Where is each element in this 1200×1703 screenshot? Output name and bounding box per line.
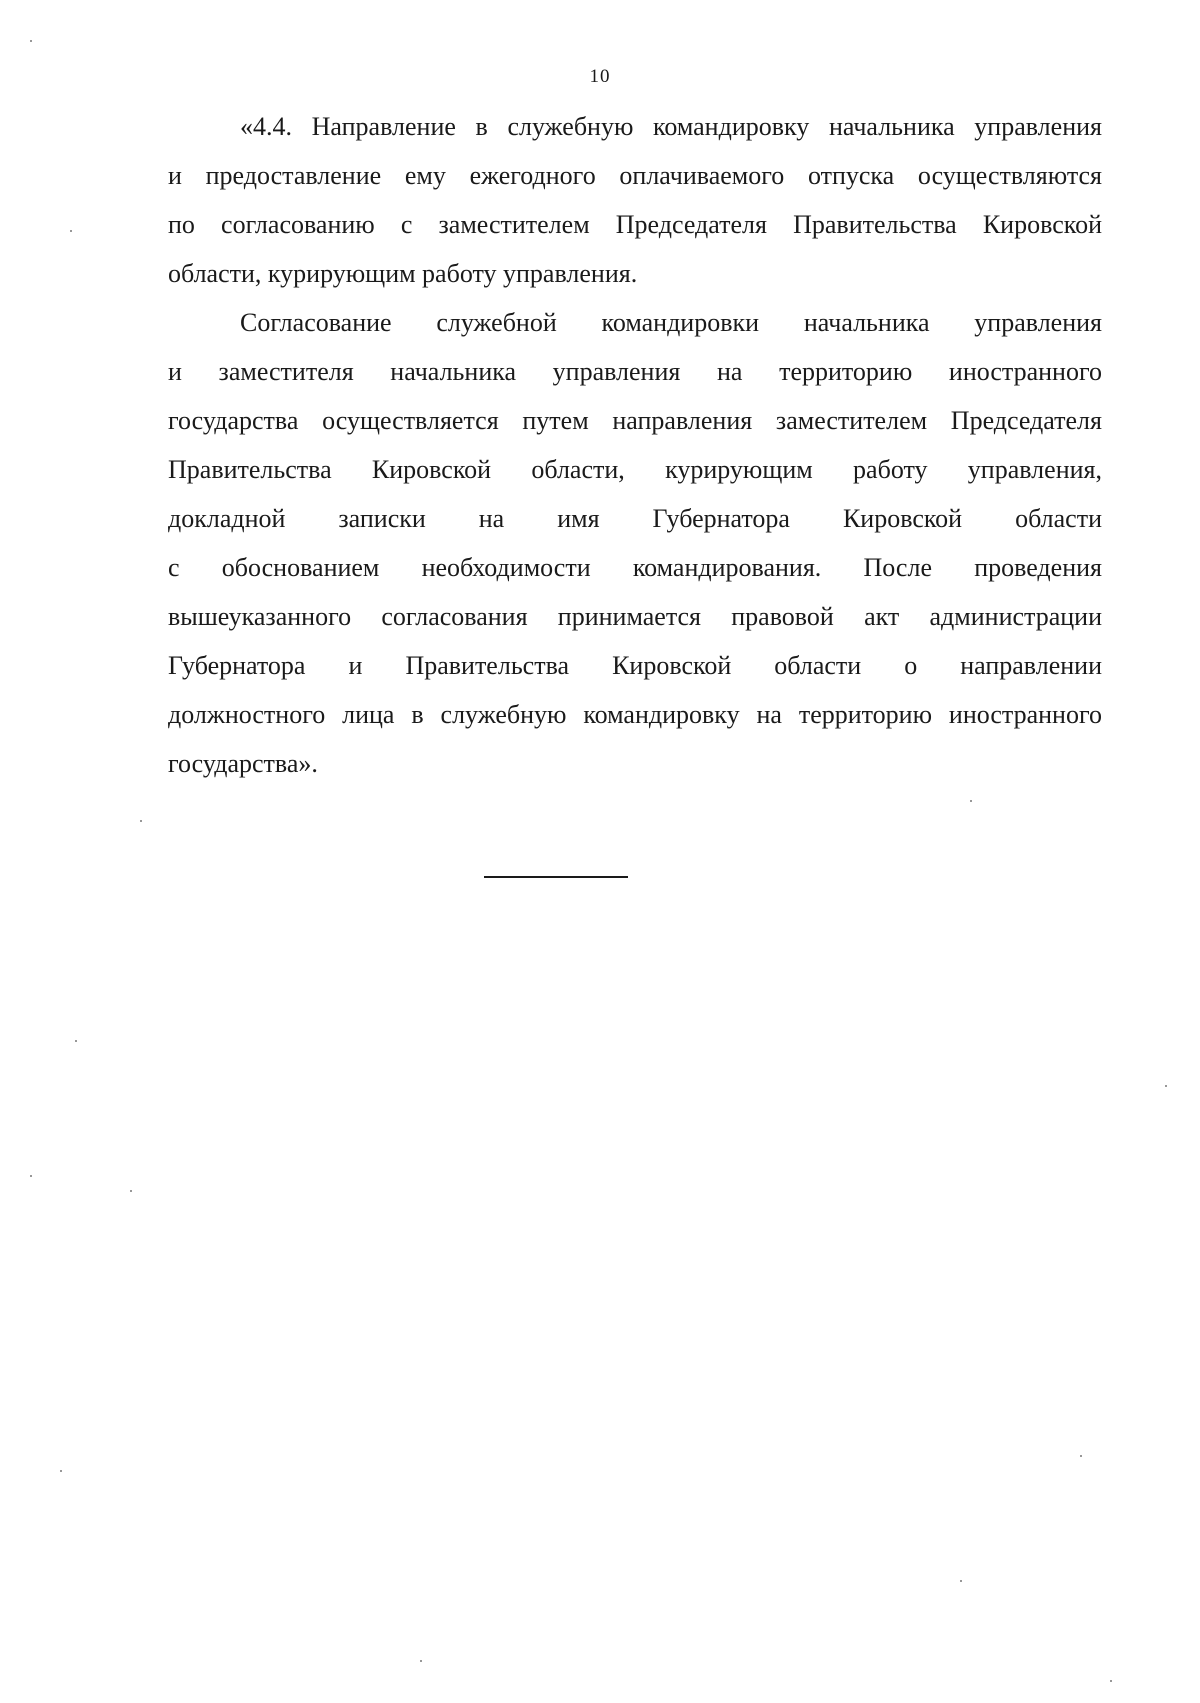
end-separator-line <box>484 876 628 878</box>
text-line: государства осуществляется путем направления заместителем Председателя <box>168 406 1102 435</box>
text-line: докладной записки на имя Губернатора Кировской области <box>168 504 1102 533</box>
text-line: «4.4. Направление в служебную командировку начальника управления <box>240 112 1102 141</box>
text-line: и заместителя начальника управления на территорию иностранного <box>168 357 1102 386</box>
text-line: с обоснованием необходимости командирования. После проведения <box>168 553 1102 582</box>
scan-speck <box>970 800 972 802</box>
scan-speck <box>1080 1455 1082 1457</box>
scan-speck <box>70 230 72 232</box>
scan-speck <box>420 1660 422 1662</box>
scan-speck <box>1165 1085 1167 1087</box>
scan-speck <box>1110 1680 1112 1682</box>
scan-speck <box>130 1190 132 1192</box>
text-line: и предоставление ему ежегодного оплачиваемого отпуска осуществляются <box>168 161 1102 190</box>
scan-speck <box>140 820 142 822</box>
scan-speck <box>75 1040 77 1042</box>
page-number: 10 <box>589 66 611 87</box>
text-line: Согласование служебной командировки начальника управления <box>240 308 1102 337</box>
text-line: государства». <box>168 749 318 778</box>
scan-speck <box>30 40 32 42</box>
scan-speck <box>30 1175 32 1177</box>
scan-speck <box>60 1470 62 1472</box>
text-line: должностного лица в служебную командировку на территорию иностранного <box>168 700 1102 729</box>
text-line: по согласованию с заместителем Председателя Правительства Кировской <box>168 210 1102 239</box>
text-line: Правительства Кировской области, курирующим работу управления, <box>168 455 1102 484</box>
text-line: вышеуказанного согласования принимается правовой акт администрации <box>168 602 1102 631</box>
text-line: Губернатора и Правительства Кировской области о направлении <box>168 651 1102 680</box>
text-line: области, курирующим работу управления. <box>168 259 638 288</box>
scan-speck <box>960 1580 962 1582</box>
